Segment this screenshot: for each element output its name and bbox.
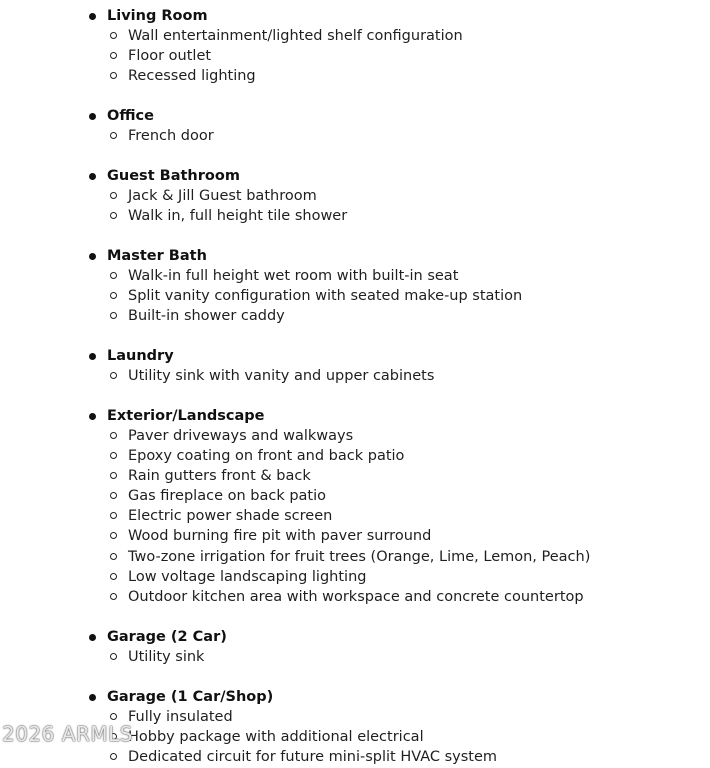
list-item-text: Fully insulated [128,709,233,725]
hollow-bullet-icon [110,292,117,299]
list-item [0,66,710,86]
section-heading-row [0,106,710,126]
list-item-text: Split vanity configuration with seated make-up station [128,288,523,305]
list-item [0,547,710,567]
list-item [0,26,710,46]
section-heading-row [0,166,710,186]
list-item-text: Wood burning fire pit with paver surround [128,528,432,545]
list-item-text: Utility sink [128,649,205,665]
section-heading-row [0,627,710,647]
hollow-bullet-icon [110,272,117,279]
list-item [0,186,710,206]
section-heading: Exterior/Landscape [107,408,265,424]
list-item-text: Built-in shower caddy [128,308,285,325]
list-item-text: Rain gutters front & back [128,468,311,485]
hollow-bullet-icon [110,52,117,59]
list-item-text: Hobby package with additional electrical [128,729,424,746]
hollow-bullet-icon [110,452,117,459]
section [0,246,710,326]
section-heading: Garage (2 Car) [107,629,227,645]
list-item [0,526,710,546]
hollow-bullet-icon [110,32,117,39]
list-item [0,647,710,667]
section [0,627,710,667]
list-item [0,266,710,286]
hollow-bullet-icon [110,593,117,600]
list-item [0,747,710,767]
section-heading-row [0,687,710,707]
section [0,166,710,226]
bullet-icon [89,634,96,641]
list-item-text: Paver driveways and walkways [128,428,354,444]
list-item [0,206,710,226]
section [0,406,710,607]
section-heading: Office [107,108,154,124]
list-item [0,126,710,146]
bullet-icon [89,173,96,180]
hollow-bullet-icon [110,553,117,560]
bullet-icon [89,13,96,20]
list-item [0,466,710,486]
list-item-text: Outdoor kitchen area with workspace and concrete countertop [128,588,584,605]
list-item-text: Jack & Jill Guest bathroom [128,188,317,204]
list-item [0,486,710,506]
hollow-bullet-icon [110,753,117,760]
bullet-icon [89,353,96,360]
hollow-bullet-icon [110,653,117,660]
list-item-text: Recessed lighting [128,68,256,85]
list-item-text: Floor outlet [128,48,212,65]
list-item-text: French door [128,128,214,144]
hollow-bullet-icon [110,492,117,499]
list-item [0,446,710,466]
hollow-bullet-icon [110,372,117,379]
list-item-text: Utility sink with vanity and upper cabinets [128,368,435,384]
hollow-bullet-icon [110,312,117,319]
hollow-bullet-icon [110,432,117,439]
list-item-text: Two-zone irrigation for fruit trees (Orange, Lime, Lemon, Peach) [128,548,591,565]
hollow-bullet-icon [110,192,117,199]
hollow-bullet-icon [110,212,117,219]
section-heading: Master Bath [107,248,207,264]
bullet-icon [89,413,96,420]
list-item-text: Wall entertainment/lighted shelf configuration [128,28,463,44]
list-item [0,306,710,326]
hollow-bullet-icon [110,532,117,539]
armls-watermark: 2026 ARMLS [2,722,133,746]
section-heading-row [0,246,710,266]
list-item-text: Electric power shade screen [128,508,333,525]
list-item [0,506,710,526]
section-heading-row [0,6,710,26]
section-heading: Laundry [107,348,174,364]
list-item-text: Walk in, full height tile shower [128,208,348,225]
list-item [0,567,710,587]
list-item-text: Epoxy coating on front and back patio [128,448,405,465]
section [0,6,710,86]
section-heading-row [0,346,710,366]
section [0,346,710,386]
bullet-icon [89,694,96,701]
list-item-text: Walk-in full height wet room with built-in seat [128,268,459,284]
list-item [0,286,710,306]
section [0,106,710,146]
list-item-text: Dedicated circuit for future mini-split HVAC system [128,749,498,766]
hollow-bullet-icon [110,573,117,580]
hollow-bullet-icon [110,512,117,519]
section-heading: Living Room [107,8,208,24]
list-item [0,426,710,446]
bullet-icon [89,253,96,260]
hollow-bullet-icon [110,472,117,479]
section-heading: Guest Bathroom [107,168,240,184]
list-item [0,46,710,66]
list-item-text: Low voltage landscaping lighting [128,568,367,585]
hollow-bullet-icon [110,132,117,139]
section-heading: Garage (1 Car/Shop) [107,689,274,705]
section-heading-row [0,406,710,426]
list-item [0,366,710,386]
list-item-text: Gas fireplace on back patio [128,488,327,505]
hollow-bullet-icon [110,72,117,79]
hollow-bullet-icon [110,713,117,720]
bullet-icon [89,113,96,120]
list-item [0,587,710,607]
